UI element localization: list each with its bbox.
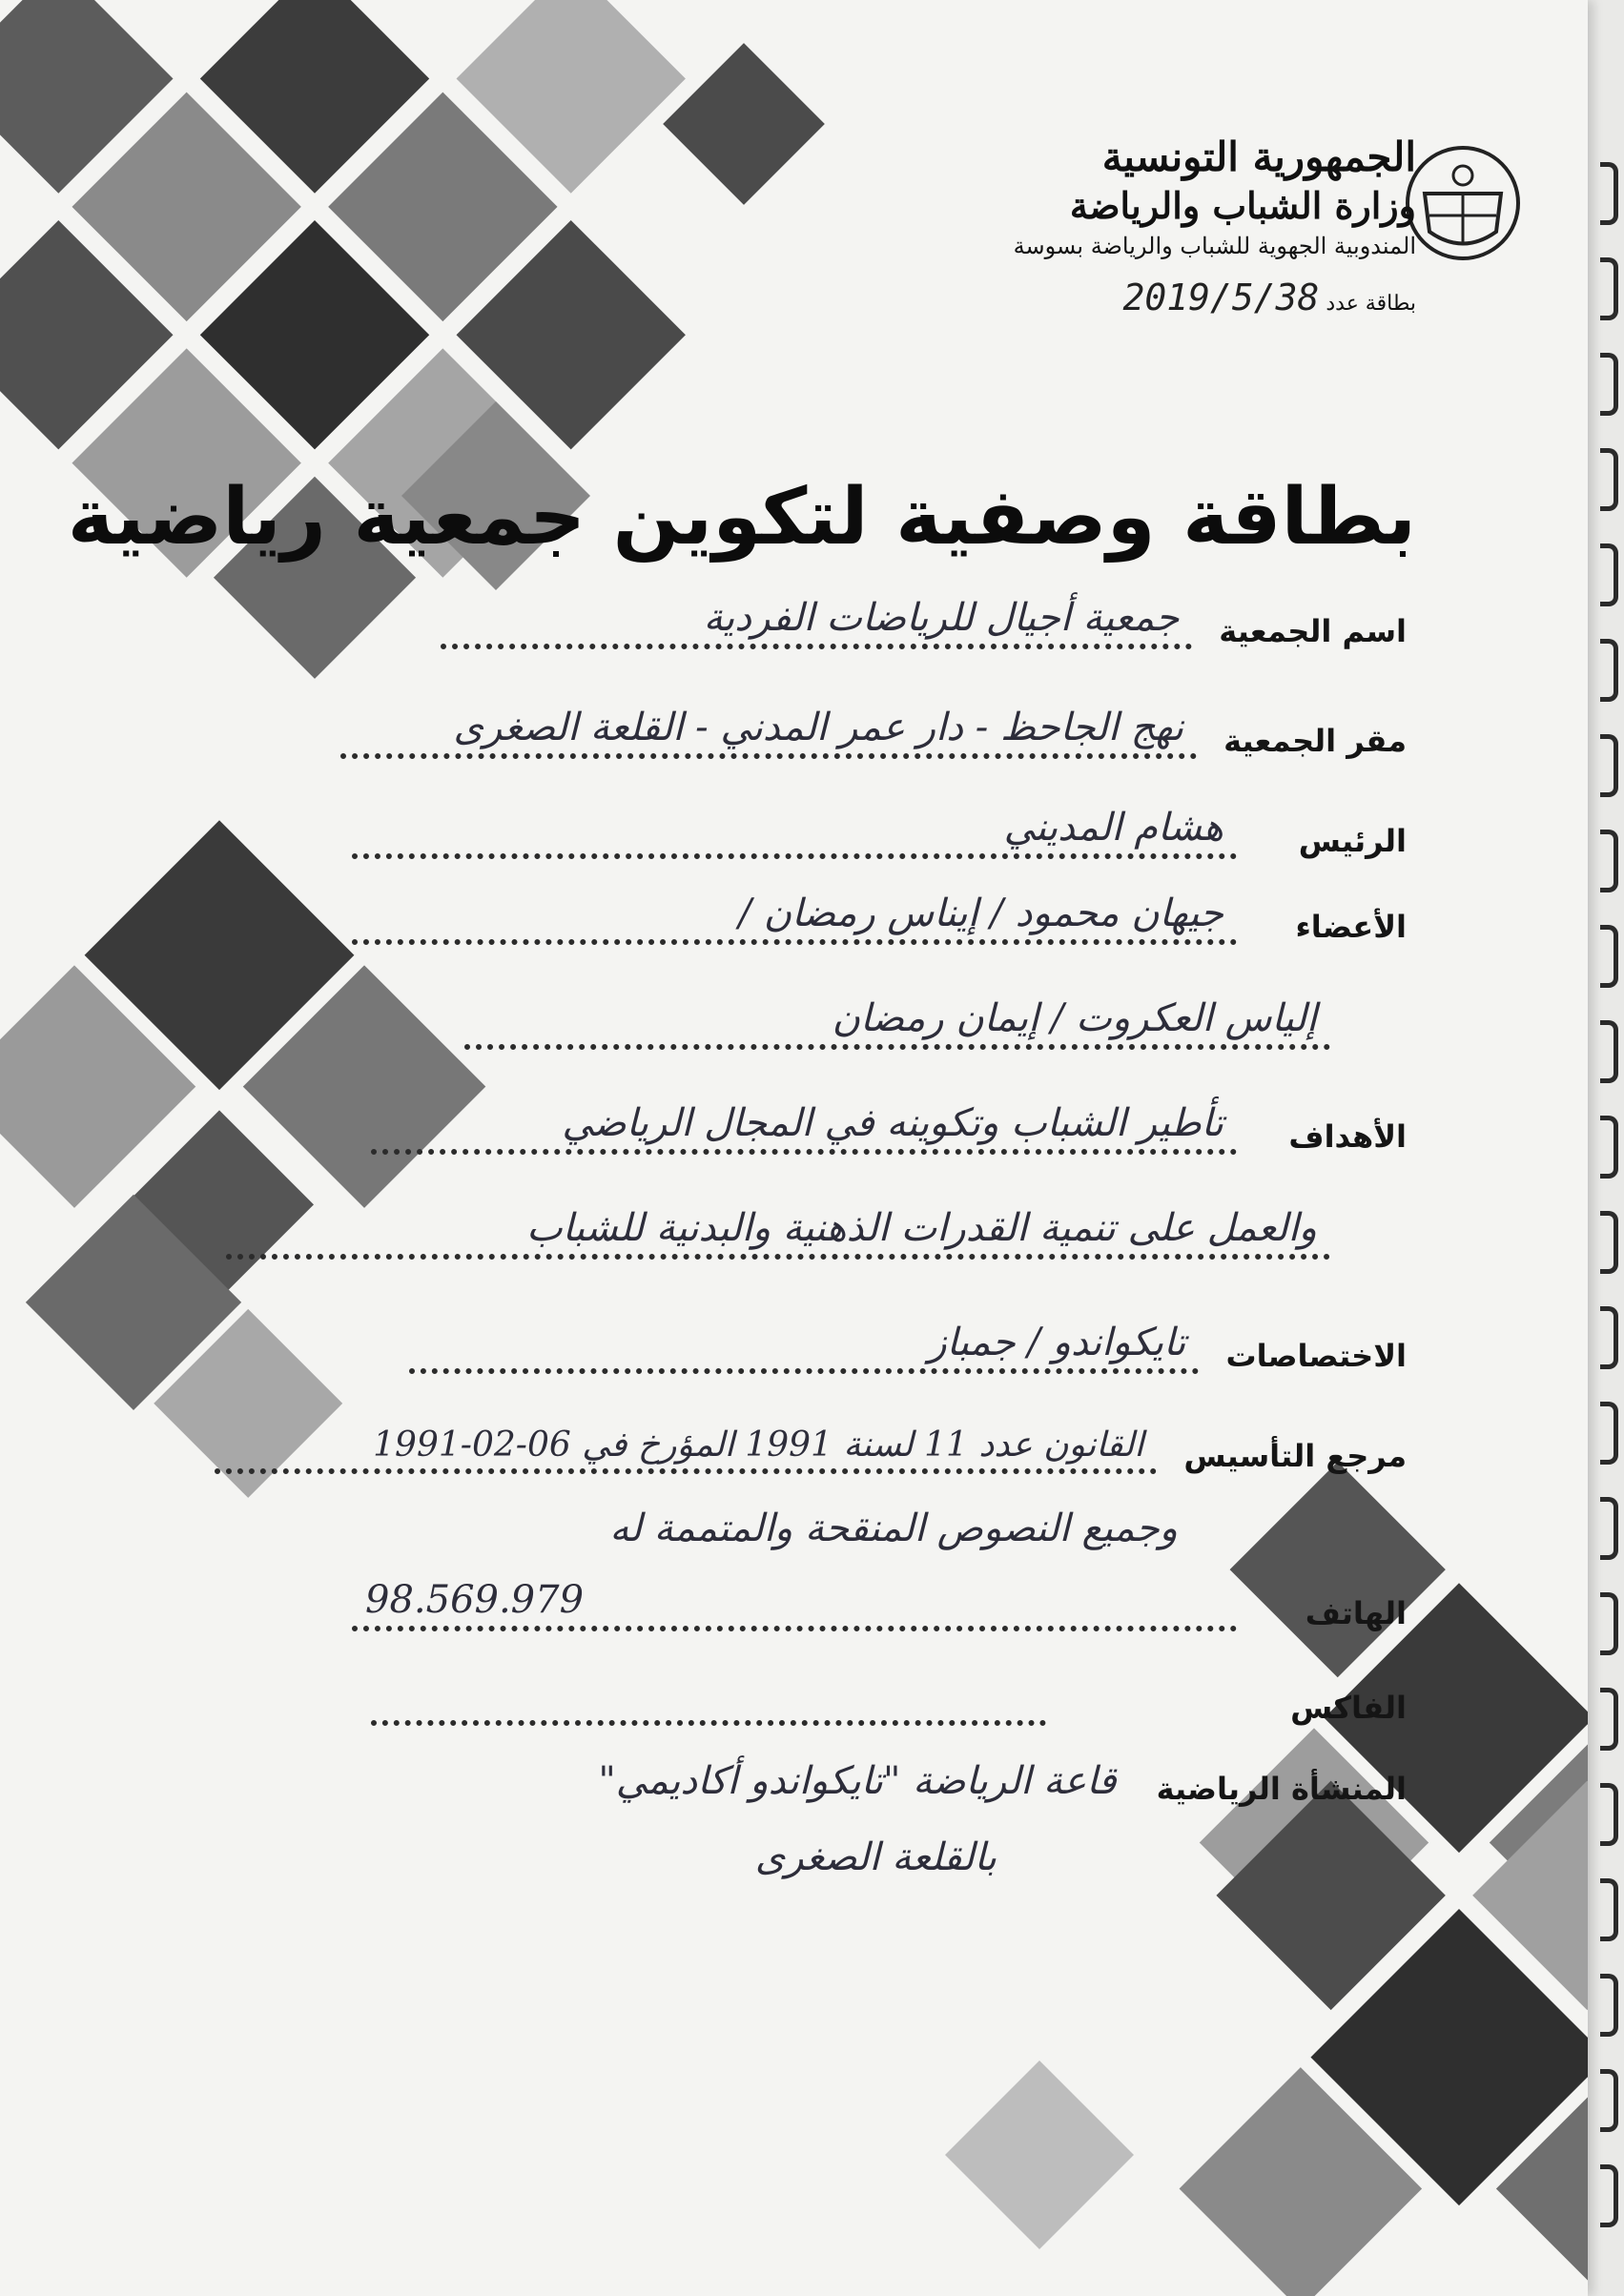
- phone-value: 98.569.979: [352, 1578, 1237, 1631]
- founding-reference-value-line1: القانون عدد 11 لسنة 1991 المؤرخ في 06-02-1991: [215, 1425, 1157, 1474]
- field-association-name: [441, 596, 1407, 649]
- field-phone: [352, 1578, 1407, 1631]
- founding-reference-label: مرجع التأسيس: [1183, 1438, 1407, 1474]
- association-name-label: اسم الجمعية: [1219, 613, 1407, 649]
- sports-facility-value-line1: قاعة الرياضة "تايكواندو أكاديمي": [598, 1759, 1117, 1803]
- members-value-line2: إلياس العكروت / إيمان رمضان: [464, 996, 1330, 1050]
- members-label: الأعضاء: [1295, 909, 1407, 945]
- field-fax: [371, 1678, 1407, 1726]
- sports-facility-value-line2: بالقلعة الصغرى: [754, 1835, 997, 1879]
- republic-name: الجمهورية التونسية: [1101, 133, 1416, 180]
- objectives-value-line2: والعمل على تنمية القدرات الذهنية والبدنية للشباب: [226, 1206, 1330, 1260]
- fax-value: [371, 1678, 1046, 1726]
- republic-emblem-icon: [1401, 141, 1525, 265]
- field-members: [352, 892, 1407, 945]
- field-specialties: [409, 1321, 1407, 1374]
- objectives-value-line1: تأطير الشباب وتكوينه في المجال الرياضي: [371, 1101, 1237, 1155]
- header-block: [1014, 133, 1416, 318]
- card-number-label: بطاقة عدد: [1326, 292, 1416, 316]
- field-president: [352, 806, 1407, 859]
- card-number-value: 2019/5/38: [1122, 277, 1320, 318]
- specialties-value: تايكواندو / جمباز: [409, 1321, 1199, 1374]
- card-number: [1014, 277, 1416, 318]
- objectives-label: الأهداف: [1288, 1118, 1407, 1155]
- field-sports-facility: [512, 1759, 1407, 1807]
- founding-reference-value-line2: وجميع النصوص المنقحة والمتممة له: [609, 1507, 1178, 1550]
- association-name-value: جمعية أجيال للرياضات الفردية: [441, 596, 1192, 649]
- association-seat-label: مقر الجمعية: [1223, 723, 1407, 759]
- association-seat-value: نهج الجاحظ - دار عمر المدني - القلعة الصغرى: [340, 706, 1197, 759]
- field-association-seat: [340, 706, 1407, 759]
- specialties-label: الاختصاصات: [1225, 1338, 1407, 1374]
- phone-label: الهاتف: [1305, 1595, 1407, 1631]
- fax-label: الفاكس: [1290, 1690, 1407, 1726]
- field-founding-reference: [215, 1425, 1407, 1474]
- president-value: هشام المديني: [352, 806, 1237, 859]
- document-title: بطاقة وصفية لتكوين جمعية رياضية: [67, 472, 1416, 563]
- sports-facility-label: المنشأة الرياضية: [1156, 1771, 1407, 1807]
- members-value-line1: جيهان محمود / إيناس رمضان /: [352, 892, 1237, 945]
- spiral-binding: [1588, 0, 1624, 2296]
- president-label: الرئيس: [1298, 823, 1407, 859]
- field-objectives: [371, 1101, 1407, 1155]
- delegation-name: المندوبية الجهوية للشباب والرياضة بسوسة: [1013, 233, 1416, 259]
- ministry-name: وزارة الشباب والرياضة: [1069, 184, 1416, 227]
